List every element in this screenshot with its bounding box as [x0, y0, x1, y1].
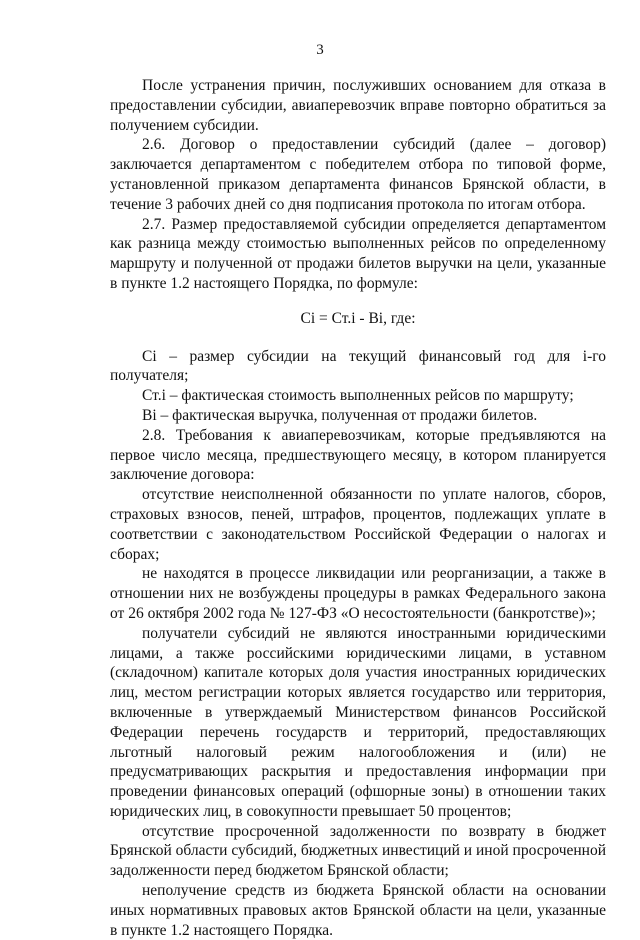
requirement-not-foreign-entity: получатели субсидий не являются иностранными юридическими лицами, а также российскими юридическими лицами, в уставном (складочном) капитале которых доля участия иностранных юридических лиц, местом регистрации которых является государство или территория, включенные в утверждаемый Министерством финансов Российской Федерации перечень государств и территорий, предоставляющих льготный налоговый режим налогообложения и (или) не предусматривающих раскрытия и предоставления информации при проведении финансовых операций (офшорные зоны) в отношении таких юридических лиц, в совокупности превышает 50 процентов; — [110, 624, 606, 820]
paragraph-refusal-reapply: После устранения причин, послуживших основанием для отказа в предоставлении субсидии, авиаперевозчик вправе повторно обратиться за получением субсидии. — [110, 77, 606, 134]
subsidy-formula: Ci = Ст.i - Вi, где: — [300, 309, 416, 327]
paragraph-2-6-agreement: 2.6. Договор о предоставлении субсидий (далее – договор) заключается департаментом с победителем отбора по типовой форме, установленной приказом департамента финансов Брянской области, в течение 3 рабочих дней со дня подписания протокола по итогам отбора. — [110, 136, 606, 213]
definition-ci: Ci – размер субсидии на текущий финансовый год для i-го получателя; — [110, 347, 606, 385]
page-number: 3 — [316, 42, 324, 58]
paragraph-2-8-requirements: 2.8. Требования к авиаперевозчикам, которые предъявляются на первое число месяца, предшествующего месяцу, в котором планируется заключение договора: — [110, 426, 606, 484]
paragraph-2-7-subsidy-size: 2.7. Размер предоставляемой субсидии определяется департаментом как разница между стоимостью выполненных рейсов по определенному маршруту и полученной от продажи билетов выручки на цели, указанные в пункте 1.2 настоящего Порядка, по формуле: — [110, 215, 606, 292]
definition-st-i: Ст.i – фактическая стоимость выполненных рейсов по маршруту; — [142, 387, 574, 405]
document-body — [110, 76, 606, 940]
requirement-no-liquidation: не находятся в процессе ликвидации или реорганизации, а также в отношении них не возбуждены процедуры в рамках Федерального закона от 26 октября 2002 года № 127-ФЗ «О несостоятельности (банкротстве)»; — [110, 565, 606, 622]
requirement-no-other-funding: неполучение средств из бюджета Брянской области на основании иных нормативных правовых актов Брянской области на цели, указанные в пункте 1.2 настоящего Порядка. — [110, 882, 606, 939]
requirement-no-overdue-debt: отсутствие просроченной задолженности по возврату в бюджет Брянской области субсидий, бюджетных инвестиций и иной просроченной задолженности перед бюджетом Брянской области; — [110, 822, 606, 880]
definition-v-i: Вi – фактическая выручка, полученная от продажи билетов. — [142, 406, 538, 424]
requirement-no-tax-debt: отсутствие неисполненной обязанности по уплате налогов, сборов, страховых взносов, пеней, штрафов, процентов, подлежащих уплате в соответствии с законодательством Российской Федерации о налогах и сборах; — [110, 486, 606, 563]
